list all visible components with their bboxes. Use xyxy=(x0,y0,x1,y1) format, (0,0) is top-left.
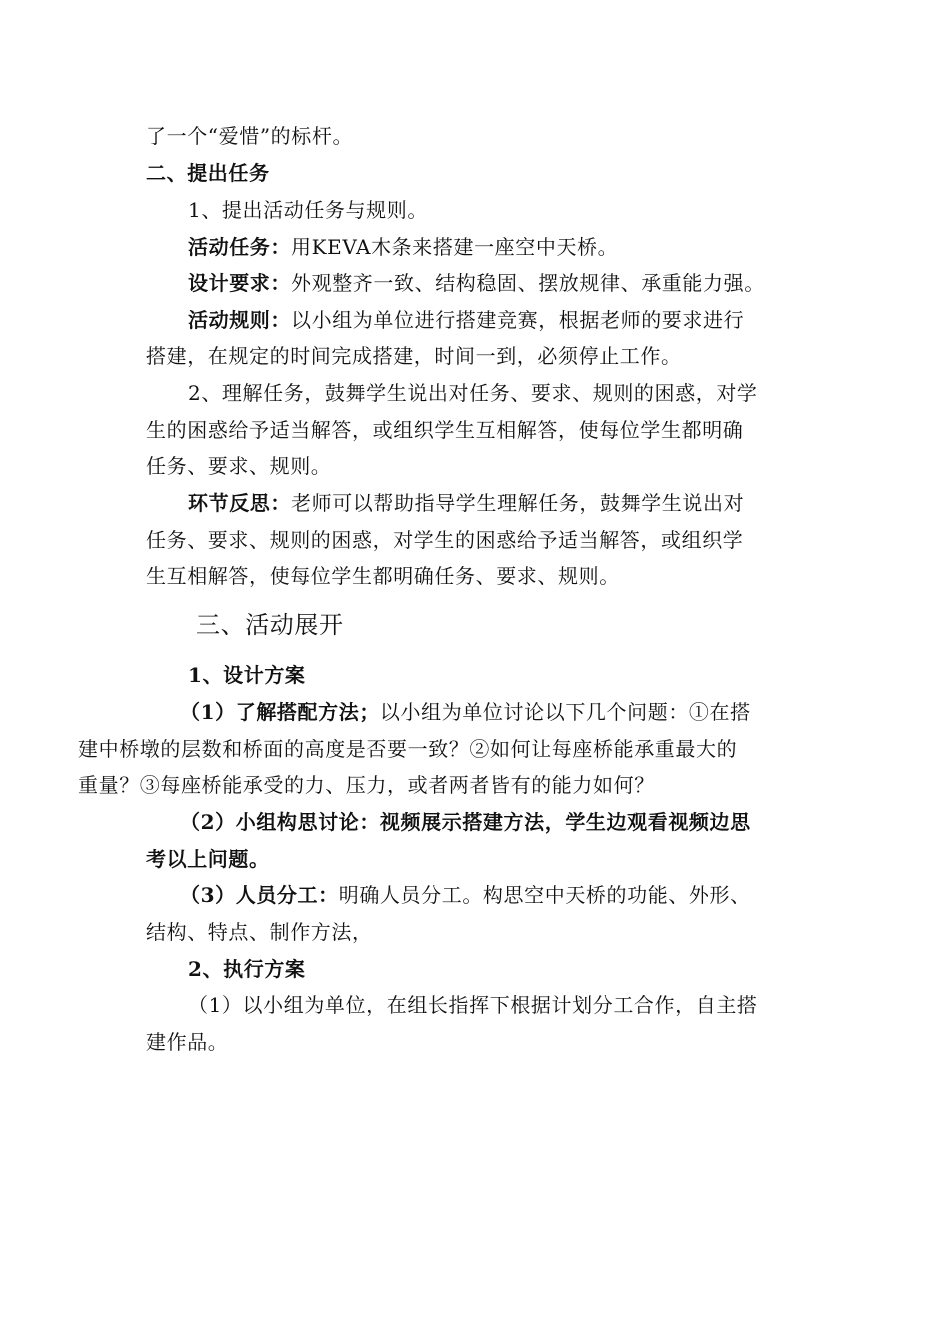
line-text: 1、提出活动任务与规则。 xyxy=(188,198,428,222)
line-text: 以小组为单位讨论以下几个问题：①在搭 xyxy=(379,700,751,724)
paragraph-line xyxy=(180,881,751,909)
line-text: 了一个“爱惜”的标杆。 xyxy=(146,124,354,148)
paragraph-line xyxy=(146,845,270,873)
line-text: 明确人员分工。构思空中天桥的功能、外形、 xyxy=(338,883,751,907)
paragraph-line xyxy=(180,808,751,836)
paragraph-line xyxy=(146,1028,228,1056)
line-text: 搭建，在规定的时间完成搭建，时间一到，必须停止工作。 xyxy=(146,344,682,368)
section-heading xyxy=(146,159,270,187)
subsection-heading xyxy=(188,661,306,689)
line-label: 活动规则： xyxy=(188,308,291,332)
line-text: 老师可以帮助指导学生理解任务，鼓舞学生说出对 xyxy=(291,491,745,515)
paragraph-line xyxy=(188,991,758,1019)
line-label: 设计要求： xyxy=(188,271,291,295)
line-text: 以小组为单位进行搭建竞赛，根据老师的要求进行 xyxy=(291,308,745,332)
line-text: 生的困惑给予适当解答，或组织学生互相解答，使每位学生都明确 xyxy=(146,418,744,442)
paragraph-line xyxy=(188,489,744,517)
paragraph-line xyxy=(78,771,655,799)
line-label: （1）了解搭配方法； xyxy=(180,700,380,724)
line-label: 环节反思： xyxy=(188,491,291,515)
line-text: 2、理解任务，鼓舞学生说出对任务、要求、规则的困惑，对学 xyxy=(188,381,758,405)
line-text: 任务、要求、规则的困惑，对学生的困惑给予适当解答，或组织学 xyxy=(146,528,744,552)
heading-text: 1、设计方案 xyxy=(188,663,306,687)
line-text: 考以上问题。 xyxy=(146,847,270,871)
paragraph-line xyxy=(146,122,353,150)
paragraph-line xyxy=(146,562,620,590)
line-text: 建作品。 xyxy=(146,1030,229,1054)
line-label: 活动任务： xyxy=(188,235,291,259)
paragraph-line xyxy=(188,233,618,261)
line-text: 任务、要求、规则。 xyxy=(146,454,332,478)
line-text: 用KEVA木条来搭建一座空中天桥。 xyxy=(291,235,619,259)
subsection-heading xyxy=(188,955,306,983)
heading-text: 三、活动展开 xyxy=(196,611,344,639)
paragraph-line xyxy=(188,196,428,224)
line-text: （2）小组构思讨论：视频展示搭建方法，学生边观看视频边思 xyxy=(180,810,751,834)
line-label: （3）人员分工： xyxy=(180,883,339,907)
paragraph-line xyxy=(78,735,737,763)
paragraph-line xyxy=(146,416,743,444)
line-text: 结构、特点、制作方法， xyxy=(146,920,373,944)
line-text: 重量？③每座桥能承受的力、压力，或者两者皆有的能力如何？ xyxy=(78,773,655,797)
heading-text: 2、执行方案 xyxy=(188,957,306,981)
line-text: 生互相解答，使每位学生都明确任务、要求、规则。 xyxy=(146,564,620,588)
section-heading xyxy=(196,609,344,641)
heading-text: 二、提出任务 xyxy=(146,161,270,185)
paragraph-line xyxy=(188,269,765,297)
paragraph-line xyxy=(180,698,751,726)
line-text: 外观整齐一致、结构稳固、摆放规律、承重能力强。 xyxy=(291,271,765,295)
paragraph-line xyxy=(188,306,744,334)
line-text: 建中桥墩的层数和桥面的高度是否要一致？②如何让每座桥能承重最大的 xyxy=(78,737,738,761)
paragraph-line xyxy=(146,342,682,370)
paragraph-line xyxy=(188,379,758,407)
paragraph-line xyxy=(146,918,373,946)
line-text: （1）以小组为单位，在组长指挥下根据计划分工合作，自主搭 xyxy=(188,993,758,1017)
paragraph-line xyxy=(146,452,331,480)
paragraph-line xyxy=(146,526,743,554)
